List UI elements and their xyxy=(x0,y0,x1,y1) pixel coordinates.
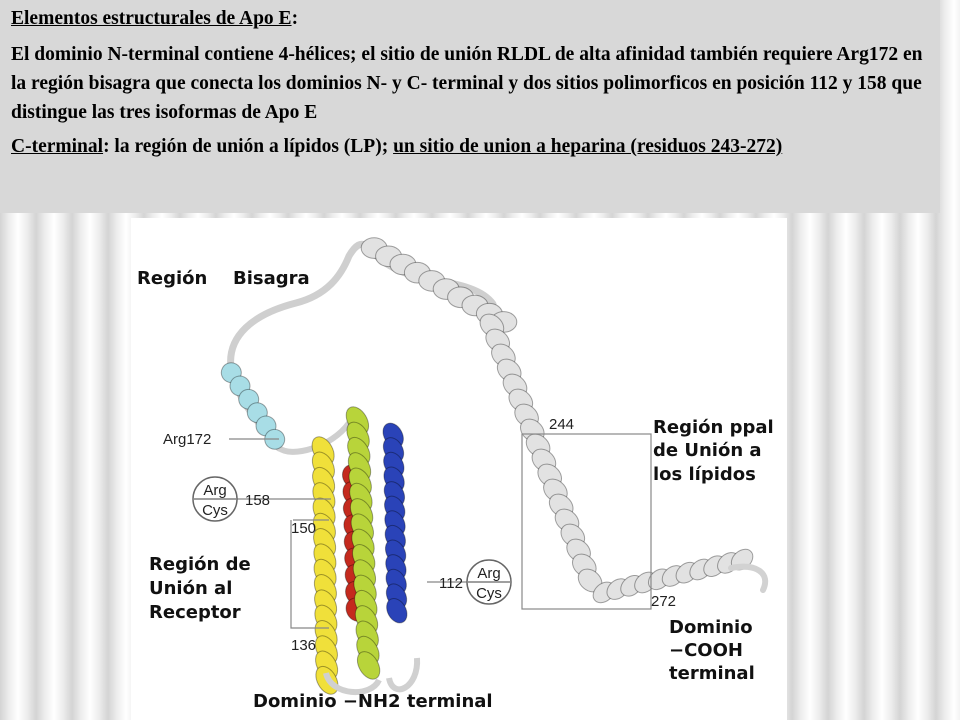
num-158: 158 xyxy=(245,492,271,509)
lipid-label-1: Región ppal xyxy=(653,417,774,438)
circle-top-arg: Arg xyxy=(203,482,227,499)
cterm-label-2: −COOH xyxy=(669,640,743,661)
num-112: 112 xyxy=(439,575,463,592)
cterm-label-3: terminal xyxy=(669,663,755,684)
lipid-label-2: de Unión a xyxy=(653,440,762,461)
apoe-diagram xyxy=(131,218,787,720)
heading-text: Elementos estructurales de Apo E xyxy=(11,8,292,29)
num-150: 150 xyxy=(291,520,317,537)
helix-turn xyxy=(353,648,385,683)
lipid-label-3: los lípidos xyxy=(653,464,756,485)
c-terminal-desc: : la región de unión a lípidos (LP); xyxy=(103,136,394,157)
n-terminal-helix-blue xyxy=(379,420,411,627)
cterm-label-1: Dominio xyxy=(669,617,753,638)
circle-right-cys: Cys xyxy=(476,585,502,602)
paragraph-c-terminal xyxy=(11,132,932,161)
receptor-label-2: Unión al xyxy=(149,578,233,599)
hinge-label-bisagra: Bisagra xyxy=(233,268,310,289)
num-272: 272 xyxy=(651,593,677,610)
heading xyxy=(11,4,932,33)
nterm-label: Dominio −NH2 terminal xyxy=(253,691,493,712)
paragraph-n-terminal: El dominio N-terminal contiene 4-hélices; el sitio de unión RLDL de alta afinidad también requiere Arg172 en la región bisagra que conecta los dominios N- y C- terminal y dos sitios polimorficos en posición 112 y 158 que distingue las tres isoformas de Apo E xyxy=(11,44,923,123)
heparin-site-text: un sitio de union a heparina (residuos 243-272) xyxy=(393,136,783,157)
polymorphism-circle-112 xyxy=(467,560,511,604)
circle-top-cys: Cys xyxy=(202,502,228,519)
description-panel xyxy=(0,0,940,213)
polymorphism-circle-158 xyxy=(193,477,237,521)
num-136: 136 xyxy=(291,637,317,654)
arg172-label: Arg172 xyxy=(163,431,212,448)
receptor-label-3: Receptor xyxy=(149,602,241,623)
num-244: 244 xyxy=(549,416,575,433)
hinge-label-region: Región xyxy=(137,268,208,289)
heading-colon: : xyxy=(291,8,299,29)
c-terminal-helix-middle xyxy=(476,309,607,596)
receptor-label-1: Región de xyxy=(149,554,251,575)
n-terminal-helix-yellow xyxy=(308,433,343,698)
circle-right-arg: Arg xyxy=(477,565,501,582)
c-terminal-tail xyxy=(731,567,765,590)
apoe-structure-figure xyxy=(131,218,787,720)
c-terminal-term: C-terminal xyxy=(11,136,104,157)
bottom-loop-2 xyxy=(389,658,417,689)
